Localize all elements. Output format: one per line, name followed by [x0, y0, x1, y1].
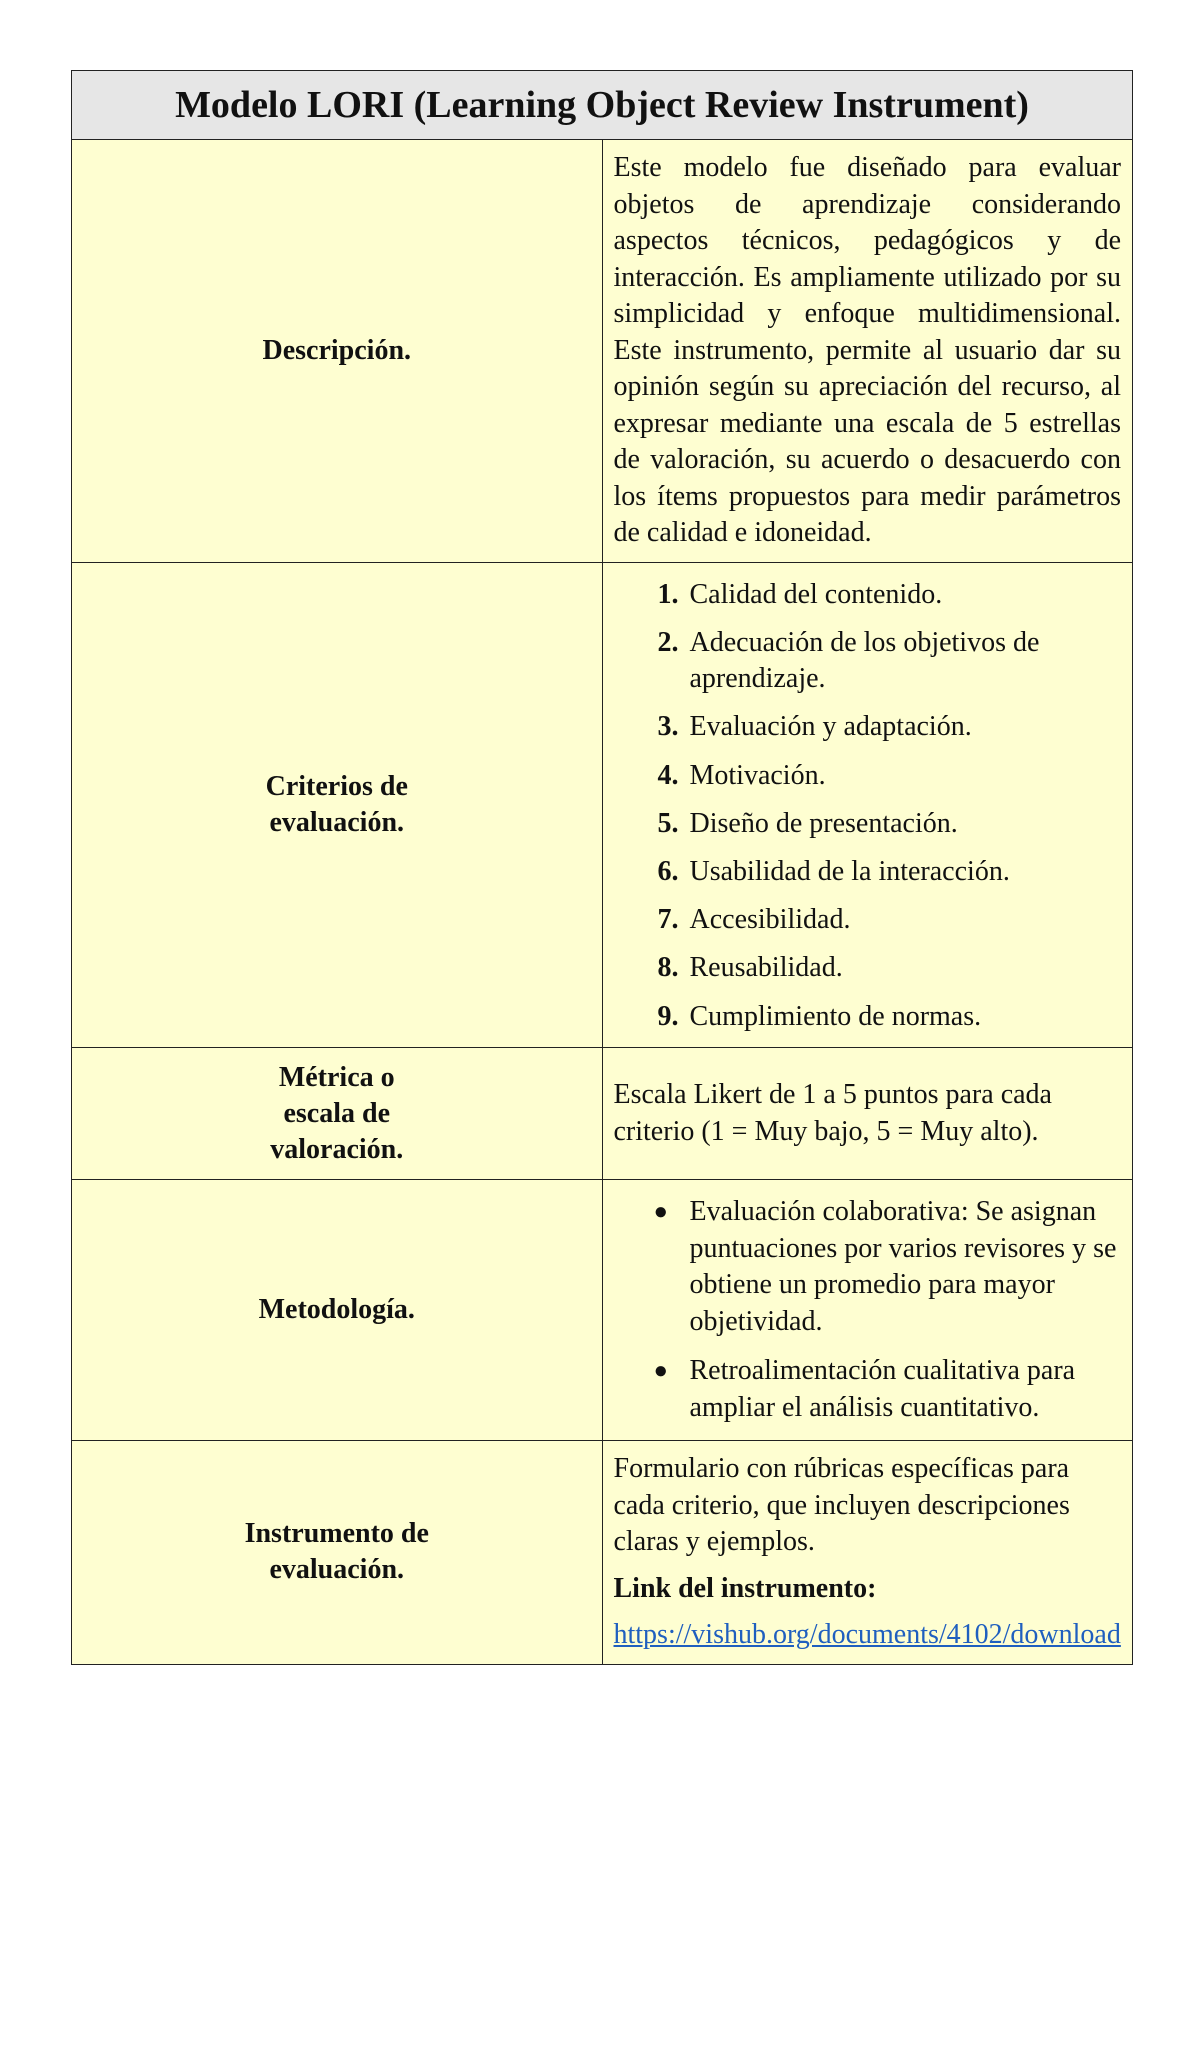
criteria-item: 1. Calidad del contenido.: [686, 577, 1122, 614]
descripcion-label: Descripción.: [72, 140, 603, 563]
criteria-item: 7. Accesibilidad.: [686, 902, 1122, 939]
instrumento-row: [72, 1441, 1133, 1665]
criteria-item: 5. Diseño de presentación.: [686, 806, 1122, 843]
criterios-label-line1: Criterios de: [265, 770, 408, 802]
descripcion-text: Este modelo fue diseñado para evaluar objetos de aprendizaje considerando aspectos técnicos, pedagógicos y de interacción. Es ampliamente utilizado por su simplicidad y enfoque multidimensional. Este instrumento, permite al usuario dar su opinión según su apreciación del recurso, al expresar mediante una escala de 5 estrellas de valoración, su acuerdo o desacuerdo con los ítems propuestos para medir parámetros de calidad e idoneidad.: [613, 152, 1121, 548]
criteria-list: [614, 577, 1122, 1036]
criteria-item: 4. Motivación.: [686, 758, 1122, 795]
metrica-content: [602, 1048, 1133, 1180]
methodology-item: [653, 1353, 1122, 1426]
methodology-list: [614, 1194, 1122, 1426]
criterios-label-line2: evaluación.: [269, 806, 405, 838]
metodologia-label: Metodología.: [72, 1180, 603, 1441]
bullet-icon: ●: [653, 1358, 668, 1384]
instrumento-content: [602, 1441, 1133, 1665]
metrica-label-line1: Métrica o: [278, 1061, 395, 1093]
criteria-item: 3. Evaluación y adaptación.: [686, 709, 1122, 746]
metodologia-content: [602, 1180, 1133, 1441]
instrumento-text: Formulario con rúbricas específicas para cada criterio, que incluyen descripciones claras y ejemplos.: [613, 1453, 1070, 1557]
link-heading: Link del instrumento:: [613, 1572, 877, 1604]
metrica-text: Escala Likert de 1 a 5 puntos para cada criterio (1 = Muy bajo, 5 = Muy alto).: [613, 1079, 1052, 1147]
table-title: Modelo LORI (Learning Object Review Instrument): [72, 71, 1133, 140]
lori-table: [71, 70, 1133, 1665]
metrica-label-line3: valoración.: [270, 1133, 404, 1165]
metrica-label-line2: escala de: [283, 1097, 391, 1129]
criteria-item: 2. Adecuación de los objetivos de aprendizaje.: [686, 625, 1122, 698]
criterios-row: [72, 562, 1133, 1048]
methodology-item-text: Evaluación colaborativa: Se asignan puntuaciones por varios revisores y se obtiene un promedio para mayor objetividad.: [689, 1196, 1117, 1337]
instrumento-label-line1: Instrumento de: [244, 1518, 429, 1550]
metrica-label: [72, 1048, 603, 1180]
criteria-item: 9. Cumplimiento de normas.: [686, 999, 1122, 1036]
link-wrapper: [614, 1617, 1122, 1654]
descripcion-row: [72, 140, 1133, 563]
instrument-link[interactable]: https://vishub.org/documents/4102/download: [613, 1619, 1121, 1650]
metodologia-row: [72, 1180, 1133, 1441]
bullet-icon: ●: [653, 1199, 668, 1225]
criterios-label: [72, 562, 603, 1048]
criteria-item: 6. Usabilidad de la interacción.: [686, 854, 1122, 891]
title-row: [72, 71, 1133, 140]
instrumento-label: [72, 1441, 603, 1665]
descripcion-content: [602, 140, 1133, 563]
instrumento-label-line2: evaluación.: [269, 1554, 405, 1586]
metrica-row: [72, 1048, 1133, 1180]
methodology-item: [653, 1194, 1122, 1340]
criterios-content: [602, 562, 1133, 1048]
methodology-item-text: Retroalimentación cualitativa para ampliar el análisis cuantitativo.: [689, 1355, 1076, 1423]
criteria-item: 8. Reusabilidad.: [686, 950, 1122, 987]
